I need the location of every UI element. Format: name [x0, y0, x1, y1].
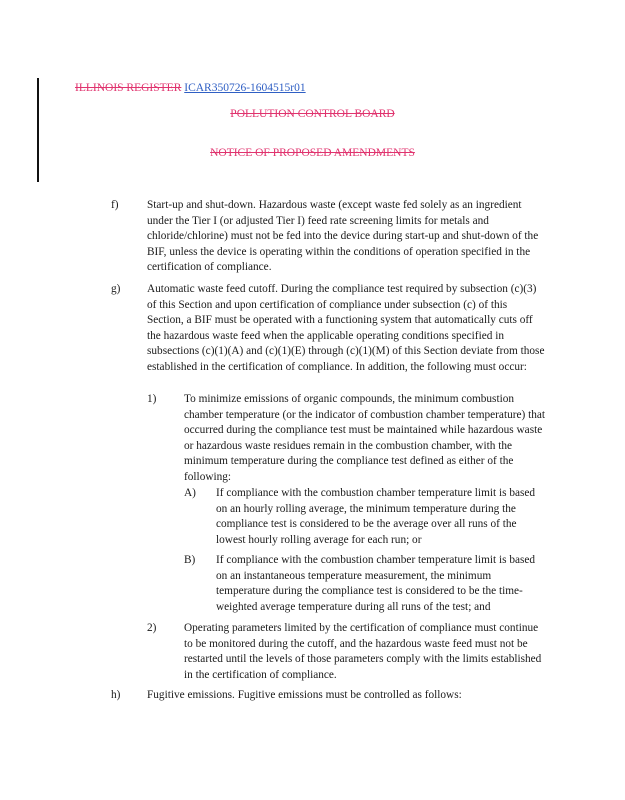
struck-register-title: ILLINOIS REGISTER	[75, 82, 182, 94]
paragraph-f-text: Start-up and shut-down. Hazardous waste (except waste fed solely as an ingredient under the Tier I (or adjusted Tier I) feed rate screening limits for metals and chloride/chlorine) must not be fed into the device during start-up and shut-down of the BIF, unless the device is operating within the conditions of operation specified in the certification of compliance.	[147, 199, 539, 274]
paragraph-g1A	[0, 486, 625, 550]
paragraph-f-label: f)	[111, 199, 119, 211]
paragraph-g1	[0, 392, 625, 482]
inserted-document-id: ICAR350726-1604515r01	[184, 82, 306, 94]
paragraph-g1-text: To minimize emissions of organic compounds, the minimum combustion chamber temperature (or the indicator of combustion chamber temperature) that occurred during the compliance test must be maintained while hazardous waste or hazardous waste residues remain in the combustion chamber, with the minimum temperature during the compliance test defined as either of the following:	[184, 393, 546, 483]
paragraph-g1A-label: A)	[184, 487, 196, 499]
paragraph-g1B	[0, 553, 625, 617]
change-bar	[37, 78, 39, 182]
paragraph-g2-label: 2)	[147, 622, 157, 634]
paragraph-g1B-text: If compliance with the combustion chamber temperature limit is based on an instantaneous temperature measurement, the minimum temperature during the compliance test is considered to be the time-weighted average temperature during all runs of the test; and	[216, 554, 536, 613]
paragraph-g1A-text: If compliance with the combustion chamber temperature limit is based on an hourly rolling average, the minimum temperature during the compliance test is considered to be the average over all runs of the lowest hourly rolling average for each run; or	[216, 487, 536, 546]
paragraph-g1-label: 1)	[147, 393, 157, 405]
paragraph-g-text: Automatic waste feed cutoff. During the compliance test required by subsection (c)(3) of this Section and upon certification of compliance under subsection (c) of this Section, a BIF must be operated with a functioning system that automatically cuts off the hazardous waste feed when the applicable operating conditions specified in subsections (c)(1)(A) and (c)(1)(E) through (c)(1)(M) of this Section deviate from those established in the certification of compliance. In addition, the following must occur:	[147, 283, 545, 373]
paragraph-h-label: h)	[111, 689, 121, 701]
paragraph-g	[0, 282, 625, 392]
board-title: POLLUTION CONTROL BOARD	[230, 108, 395, 120]
paragraph-h	[0, 688, 625, 708]
notice-title: NOTICE OF PROPOSED AMENDMENTS	[210, 147, 415, 159]
paragraph-g1B-label: B)	[184, 554, 196, 566]
register-header	[75, 82, 306, 94]
paragraph-g-label: g)	[111, 283, 121, 295]
paragraph-f	[0, 198, 625, 278]
paragraph-g2	[0, 621, 625, 685]
paragraph-g2-text: Operating parameters limited by the certification of compliance must continue to be monitored during the cutoff, and the hazardous waste feed must not be restarted until the levels of those parameters comply with the limits established in the certification of compliance.	[184, 622, 542, 681]
paragraph-h-text: Fugitive emissions. Fugitive emissions must be controlled as follows:	[147, 689, 462, 701]
